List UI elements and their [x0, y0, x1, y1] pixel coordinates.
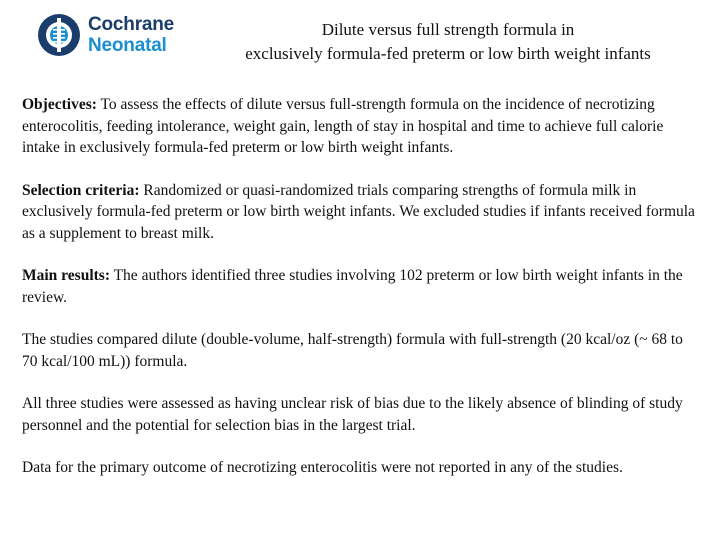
title-line-2: exclusively formula-fed preterm or low birth weight infants [245, 44, 651, 63]
logo-line-cochrane: Cochrane [88, 14, 175, 35]
title-line-1: Dilute versus full strength formula in [321, 20, 575, 39]
abstract-body [22, 94, 698, 500]
selection-criteria-label: Selection criteria: [22, 181, 140, 199]
objectives-label: Objectives: [22, 96, 97, 113]
primary-outcome-paragraph [22, 457, 698, 479]
main-results-label: Main results: [22, 267, 110, 284]
cochrane-logo-icon [36, 12, 82, 58]
objectives-text: To assess the effects of dilute versus full-strength formula on the incidence of necrotizing enterocolitis, feeding intolerance, weight gain, length of stay in hospital and time to achieve full calorie intake in exclusively formula-fed preterm or low birth weight infants. [22, 96, 664, 156]
risk-of-bias-paragraph [22, 393, 698, 436]
selection-criteria-text: Randomized or quasi-randomized trials comparing strengths of formula milk in exclusively formula-fed preterm or low birth weight infants. We excluded studies if infants received formula as a supplement to breast milk. [22, 181, 695, 242]
selection-criteria-paragraph [22, 180, 698, 245]
primary-outcome-text: Data for the primary outcome of necrotizing enterocolitis were not reported in any of the studies. [22, 459, 623, 476]
main-results-paragraph [22, 265, 698, 308]
logo-wordmark [88, 14, 174, 56]
comparison-paragraph [22, 329, 698, 372]
logo-line-neonatal: Neonatal [88, 35, 167, 56]
comparison-text: The studies compared dilute (double-volume, half-strength) formula with full-strength (20 kcal/oz (~ 68 to 70 kcal/100 mL)) formula. [22, 331, 683, 370]
page-title [200, 18, 696, 66]
risk-of-bias-text: All three studies were assessed as having unclear risk of bias due to the likely absence of blinding of study personnel and the potential for selection bias in the largest trial. [22, 395, 683, 434]
main-results-text: The authors identified three studies involving 102 preterm or low birth weight infants in the review. [22, 267, 683, 306]
cochrane-neonatal-logo [36, 12, 174, 58]
objectives-paragraph [22, 94, 698, 159]
